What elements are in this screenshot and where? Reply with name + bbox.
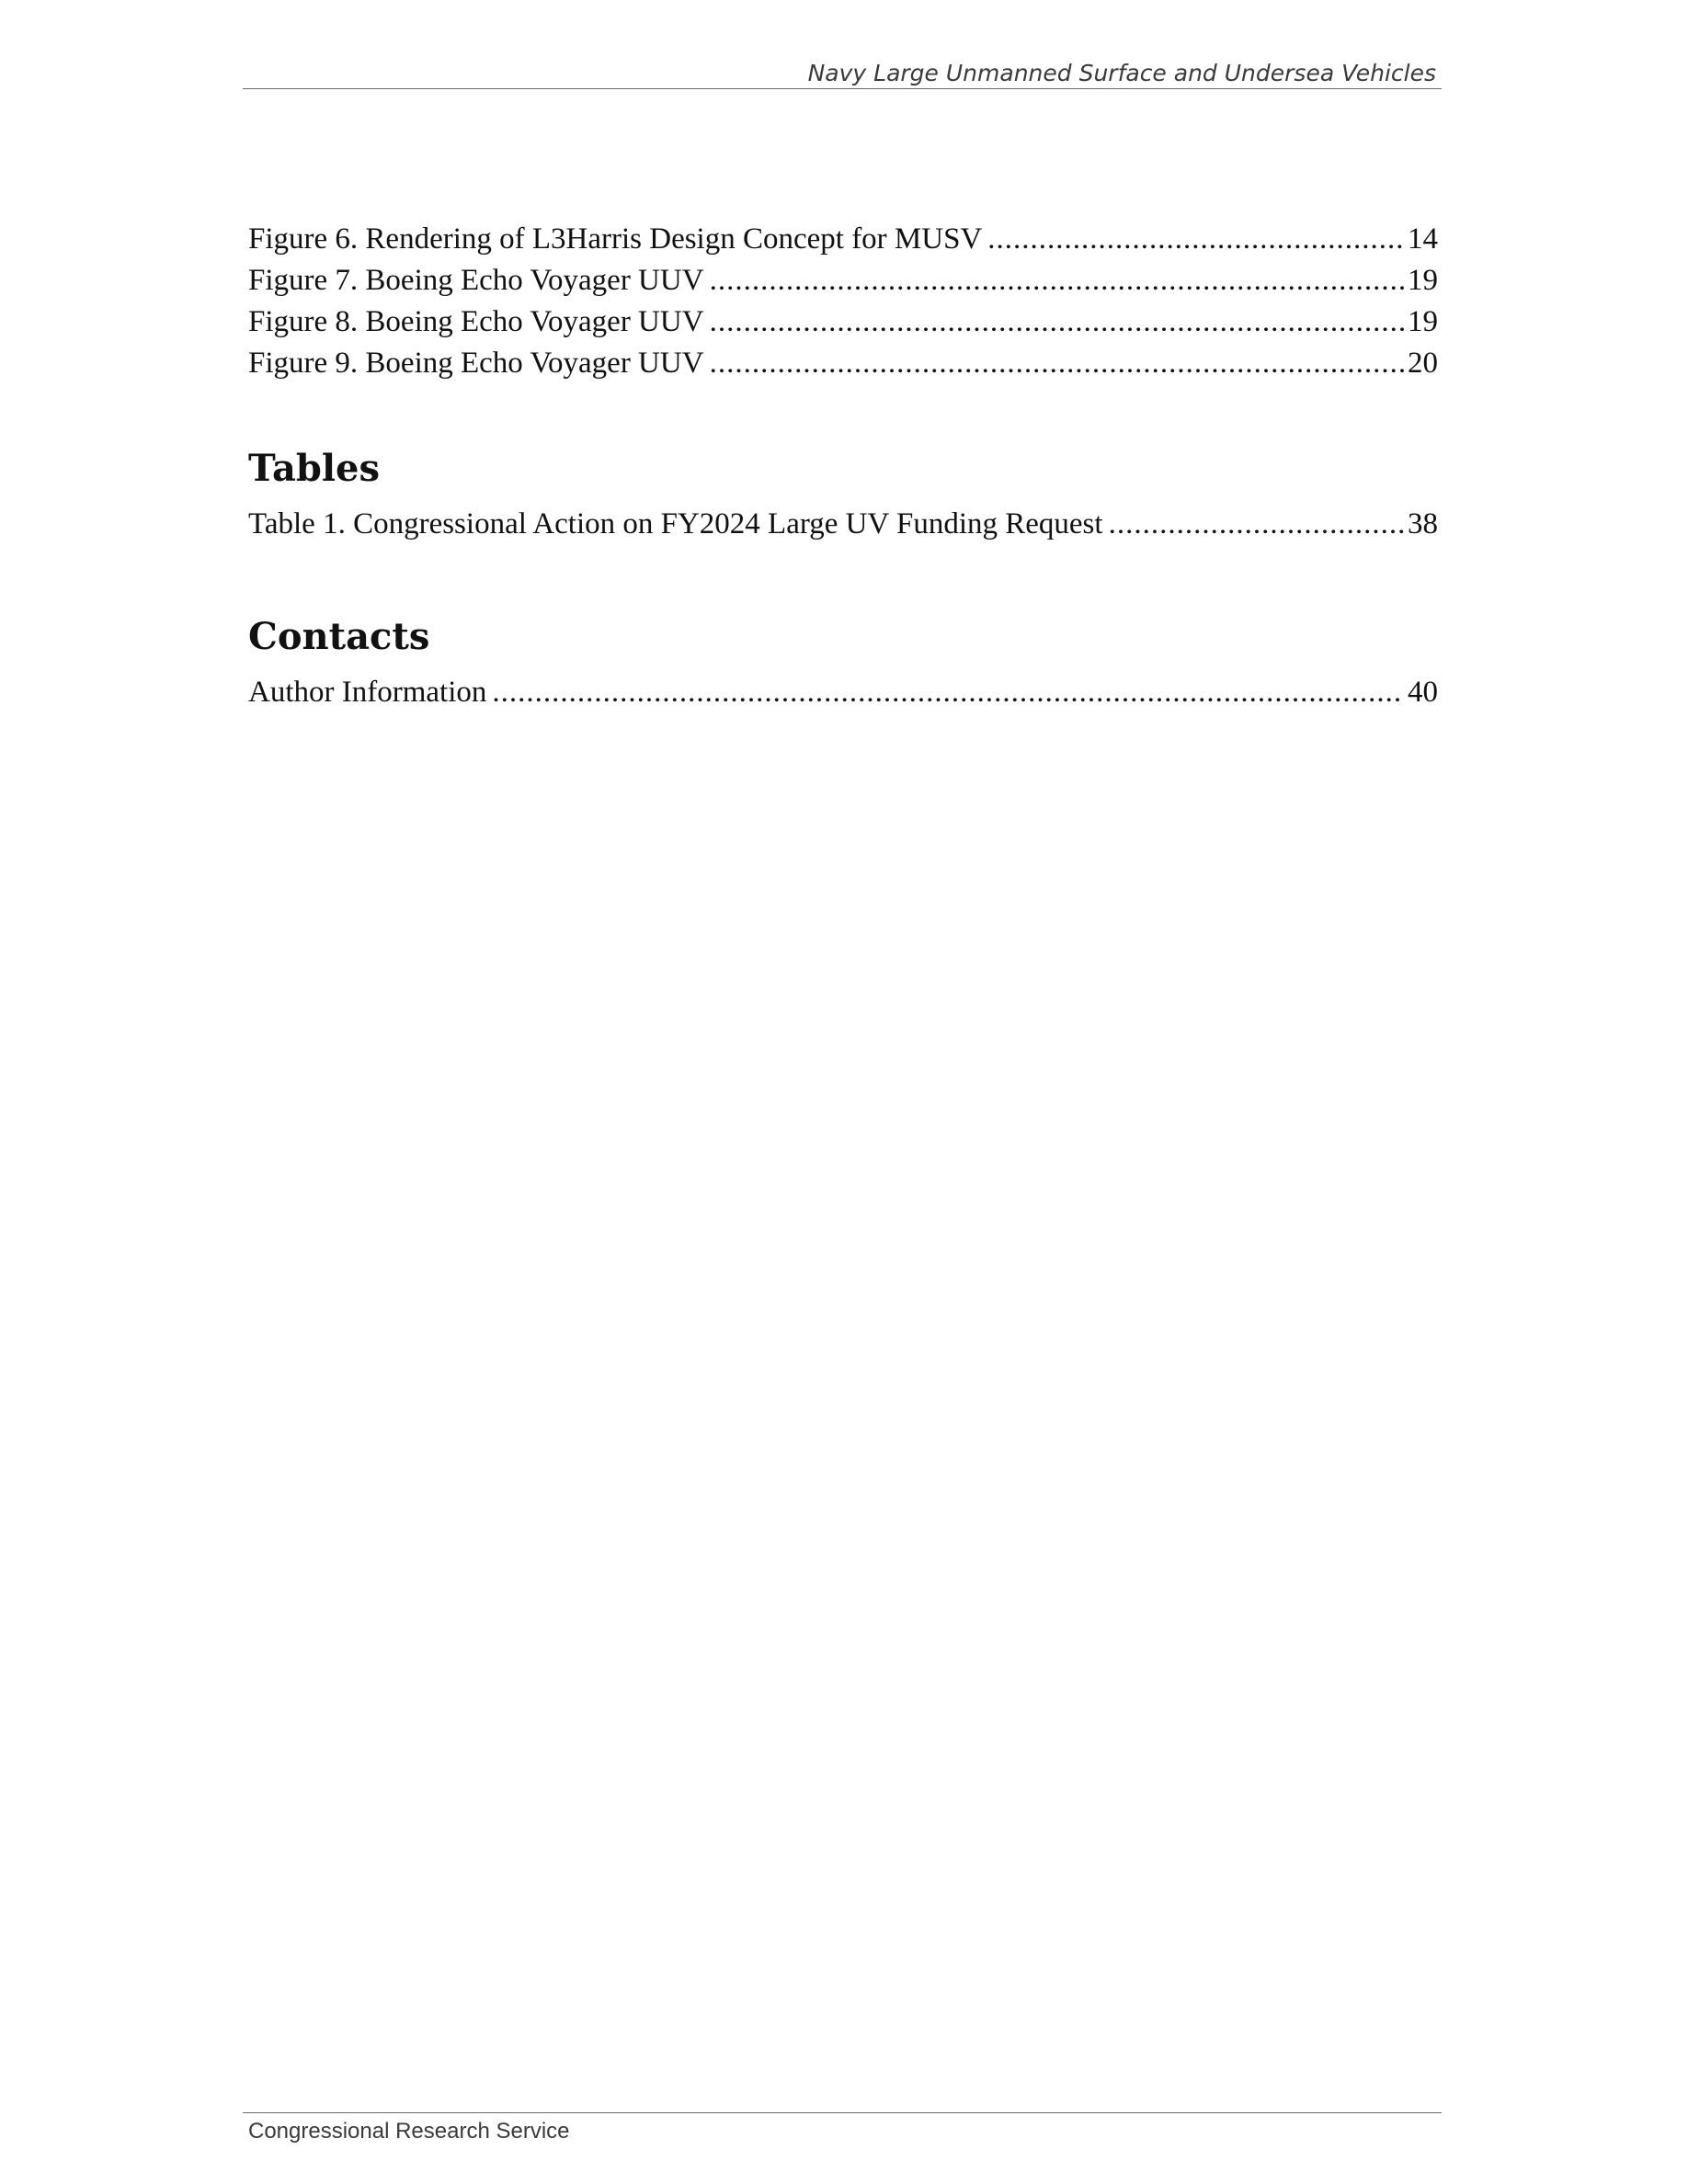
contacts-toc-list — [248, 672, 1438, 713]
toc-entry-page: 14 — [1408, 222, 1438, 256]
toc-entry-figure-6[interactable] — [248, 219, 1438, 260]
toc-entry-label: Author Information — [248, 676, 487, 709]
toc-entry-page: 19 — [1408, 264, 1438, 297]
toc-entry-table-1[interactable] — [248, 504, 1438, 545]
figures-toc-list — [248, 219, 1438, 384]
toc-dot-leader — [987, 219, 1404, 260]
footer-publisher: Congressional Research Service — [248, 2119, 570, 2144]
toc-dot-leader — [710, 260, 1404, 301]
toc-entry-page: 38 — [1408, 507, 1438, 540]
tables-toc-list — [248, 504, 1438, 545]
toc-content — [248, 219, 1438, 713]
toc-entry-label: Figure 9. Boeing Echo Voyager UUV — [248, 347, 704, 380]
toc-entry-label: Figure 7. Boeing Echo Voyager UUV — [248, 264, 704, 297]
running-header-title: Navy Large Unmanned Surface and Undersea Vehicles — [807, 60, 1436, 86]
toc-entry-page: 19 — [1408, 305, 1438, 338]
toc-dot-leader — [710, 343, 1404, 384]
toc-entry-label: Figure 6. Rendering of L3Harris Design Concept for MUSV — [248, 222, 983, 256]
toc-entry-figure-9[interactable] — [248, 343, 1438, 384]
toc-entry-label: Figure 8. Boeing Echo Voyager UUV — [248, 305, 704, 338]
toc-dot-leader — [492, 672, 1404, 713]
toc-dot-leader — [1109, 504, 1404, 545]
running-footer — [243, 2112, 1442, 2144]
toc-entry-label: Table 1. Congressional Action on FY2024 Large UV Funding Request — [248, 507, 1103, 540]
toc-dot-leader — [710, 301, 1404, 343]
toc-entry-page: 40 — [1408, 676, 1438, 709]
toc-entry-figure-8[interactable] — [248, 301, 1438, 343]
running-header — [243, 57, 1442, 89]
toc-entry-author-information[interactable] — [248, 672, 1438, 713]
toc-entry-figure-7[interactable] — [248, 260, 1438, 301]
tables-heading: Tables — [248, 447, 380, 490]
toc-entry-page: 20 — [1408, 347, 1438, 380]
contacts-heading: Contacts — [248, 615, 430, 658]
